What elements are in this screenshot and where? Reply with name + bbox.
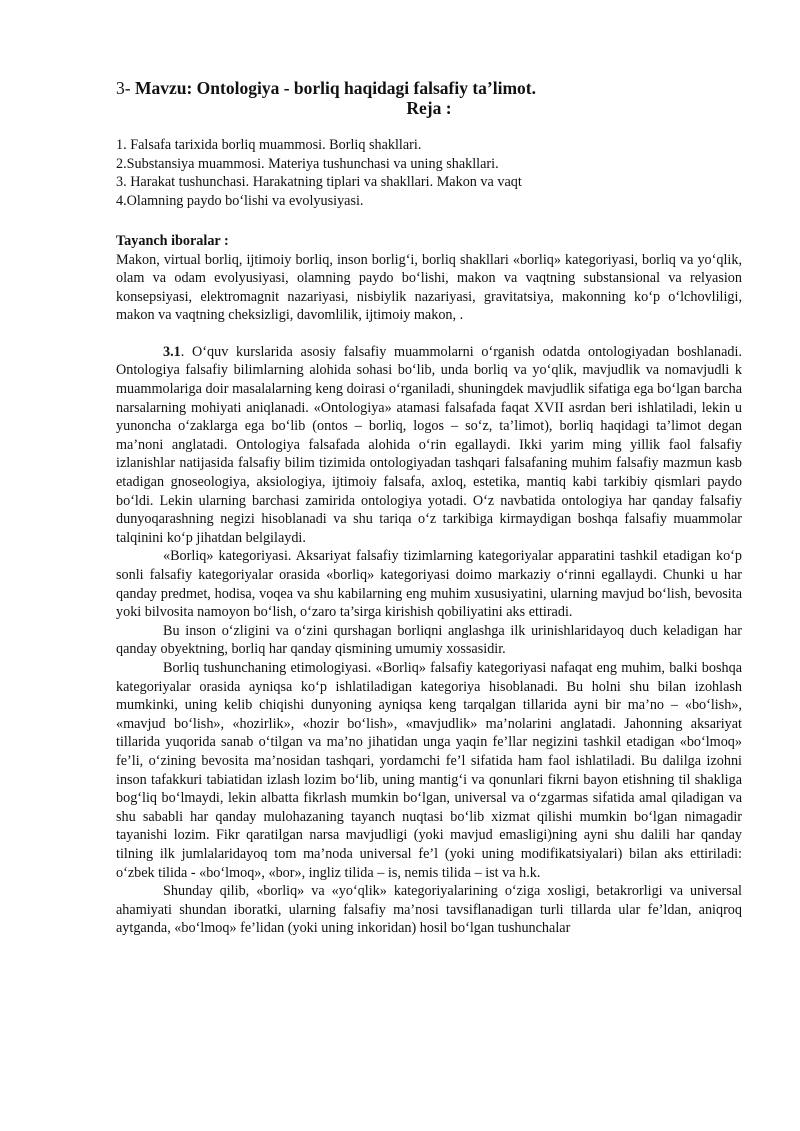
paragraph-text: . O‘quv kurslarida asosiy falsafiy muammolarni o‘rganish odatda ontologiyadan boshlanadi. Ontologiya falsafiy bilimlarning alohida sohasi bo‘lib, unda borliq va yo‘qlik, mavjudlik va nomavjudli k muammolariga doir masalalarning keng doirasi o‘rganiladi, shuningdek mavjudlik sifatiga ega bo‘lgan barcha narsalarning mohiyati aniqlanadi. «Ontologiya» atamasi falsafada faqat XVII asrdan beri ishlatiladi, lekin u yunoncha o‘zaklarga ega bo‘lib (ontos – borliq, logos – so‘z, ta’limot), borliq haqidagi ta’limot degan ma’noni anglatadi. Ontologiya falsafada alohida o‘rin egallaydi. Ikki yarim ming yillik faol falsafiy izlanishlar natijasida falsafiy bilim tizimida ontologiyadan tashqari falsafaning muhim falsafiy mazmun kasb etadigan gnoseologiya, aksiologiya, ijtimoiy falsafa, axloq, estetika, mantiq kabi tarkibiy qismlari paydo bo‘ldi. Lekin ularning barchasi zamirida ontologiya yotadi. O‘z navbatida ontologiya har qanday falsafiy dunyoqarashning negizi hisoblanadi va shu tariqa o‘z tarkibiga kirmaydigan boshqa falsafiy muammolar talqinini ko‘p jihatdan belgilaydi. bbox=[116, 343, 742, 546]
document-title bbox=[116, 78, 742, 98]
plan-item: 4.Olamning paydo bo‘lishi va evolyusiyasi. bbox=[116, 192, 364, 209]
plan-item: 1. Falsafa tarixida borliq muammosi. Borliq shakllari. bbox=[116, 137, 422, 153]
keywords-heading: Tayanch iboralar : bbox=[116, 233, 229, 249]
section-paragraph: «Borliq» kategoriyasi. Aksariyat falsafiy tizimlarning kategoriyalar apparatini tashkil etadigan ko‘p sonli falsafiy kategoriyalar orasida «borliq» kategoriyasi doimo markaziy o‘rinni egallaydi. Chunki u har qanday predmet, hodisa, voqea va shu kabilarning eng muhim xususiyatini, ularning mavjud bo‘lish, bevosita yoki bilvosita namoyon bo‘lish, o‘zaro ta’sirga kirishish qobiliyatini aks ettiradi. bbox=[116, 548, 742, 621]
section-paragraph: Bu inson o‘zligini va o‘zini qurshagan borliqni anglashga ilk urinishlaridayoq duch keladigan har qanday obyektning, borliq har qanday qismining umumiy xossasidir. bbox=[116, 622, 742, 658]
title-prefix: 3- bbox=[116, 78, 135, 98]
title-main: Mavzu: Ontologiya - borliq haqidagi falsafiy ta’limot. bbox=[134, 78, 537, 98]
section-paragraph: Borliq tushunchaning etimologiyasi. «Borliq» falsafiy kategoriyasi nafaqat eng muhim, balki boshqa kategoriyalar orasida ayniqsa ko‘p ishlatiladigan kategoriya hisoblanadi. Bu holni shu bilan izohlash mumkinki, uning kelib chiqishi dunyoning ayniqsa keng tarqalgan tillarida ayni bir ma’no – «bo‘lish», «mavjud bo‘lish», «hozirlik», «hozir bo‘lish», «mavjudlik» ma’nolarini anglatadi. Jahonning aksariyat tillarida yuqorida sanab o‘tilgan va ma’no jihatidan unga yaqin fe’llar negizini tashkil etadigan «bo‘lmoq» fe’li, o‘zining bevosita ma’nosidan tashqari, yordamchi fe’l sifatida ham faol ishlatiladi. Bu dalilga izohni inson tafakkuri tabiatidan izlash lozim bo‘lib, uning mantig‘i va qonunlari fikrni bayon etishning til shakliga bog‘liq bo‘lmaydi, lekin albatta fikrlash mumkin bo‘lgan, universal va o‘zgarmas sifatida amal qiladigan va shu sababli har qanday mulohazaning tayanch nuqtasi bo‘lib xizmat qilishi mumkin bo‘lgan nimagadir tayanishi lozim. Fikr qaratilgan narsa mavjudligi (yoki mavjud emasligi)ning ayni shu dalili har qanday tilning ilk jumlalaridayoq tom ma’noda universal fe’l (yoki uning modifikatsiyalari) bilan aks ettiriladi: o‘zbek tilida - «bo‘lmoq», «bor», ingliz tilida – is, nemis tilida – ist va h.k. bbox=[116, 659, 742, 881]
section-paragraph bbox=[116, 343, 742, 548]
keywords-text: Makon, virtual borliq, ijtimoiy borliq, inson borlig‘i, borliq shakllari «borliq» kategoriyasi, borliq va yo‘qlik, olam va odam evolyusiyasi, olamning paydo bo‘lishi, makon va vaqtning substansional va relyasion konsepsiyasi, elektromagnit nazariyasi, nisbiylik nazariyasi, gravitatsiya, makonning ko‘p o‘lchovliligi, makon va vaqtning cheksizligi, davomlilik, ijtimoiy makon, . bbox=[116, 251, 742, 324]
plan-item: 3. Harakat tushunchasi. Harakatning tiplari va shakllari. Makon va vaqt bbox=[116, 174, 522, 190]
plan-heading: Reja : bbox=[406, 98, 452, 118]
plan-list bbox=[116, 136, 742, 210]
section-body bbox=[116, 343, 742, 938]
plan-item: 2.Substansiya muammosi. Materiya tushunchasi va uning shakllari. bbox=[116, 155, 499, 172]
document-page bbox=[116, 78, 742, 938]
section-paragraph: Shunday qilib, «borliq» va «yo‘qlik» kategoriyalarining o‘ziga xosligi, betakrorligi va universal ahamiyati shundan iboratki, ularning falsafiy ma’nosi tavsiflanadigan turli tillarda ular fe’ldan, aniqroq aytganda, «bo‘lmoq» fe’lidan (yoki uning inkoridan) hosil bo‘lgan tushunchalar bbox=[116, 883, 742, 937]
section-number: 3.1 bbox=[163, 343, 181, 360]
